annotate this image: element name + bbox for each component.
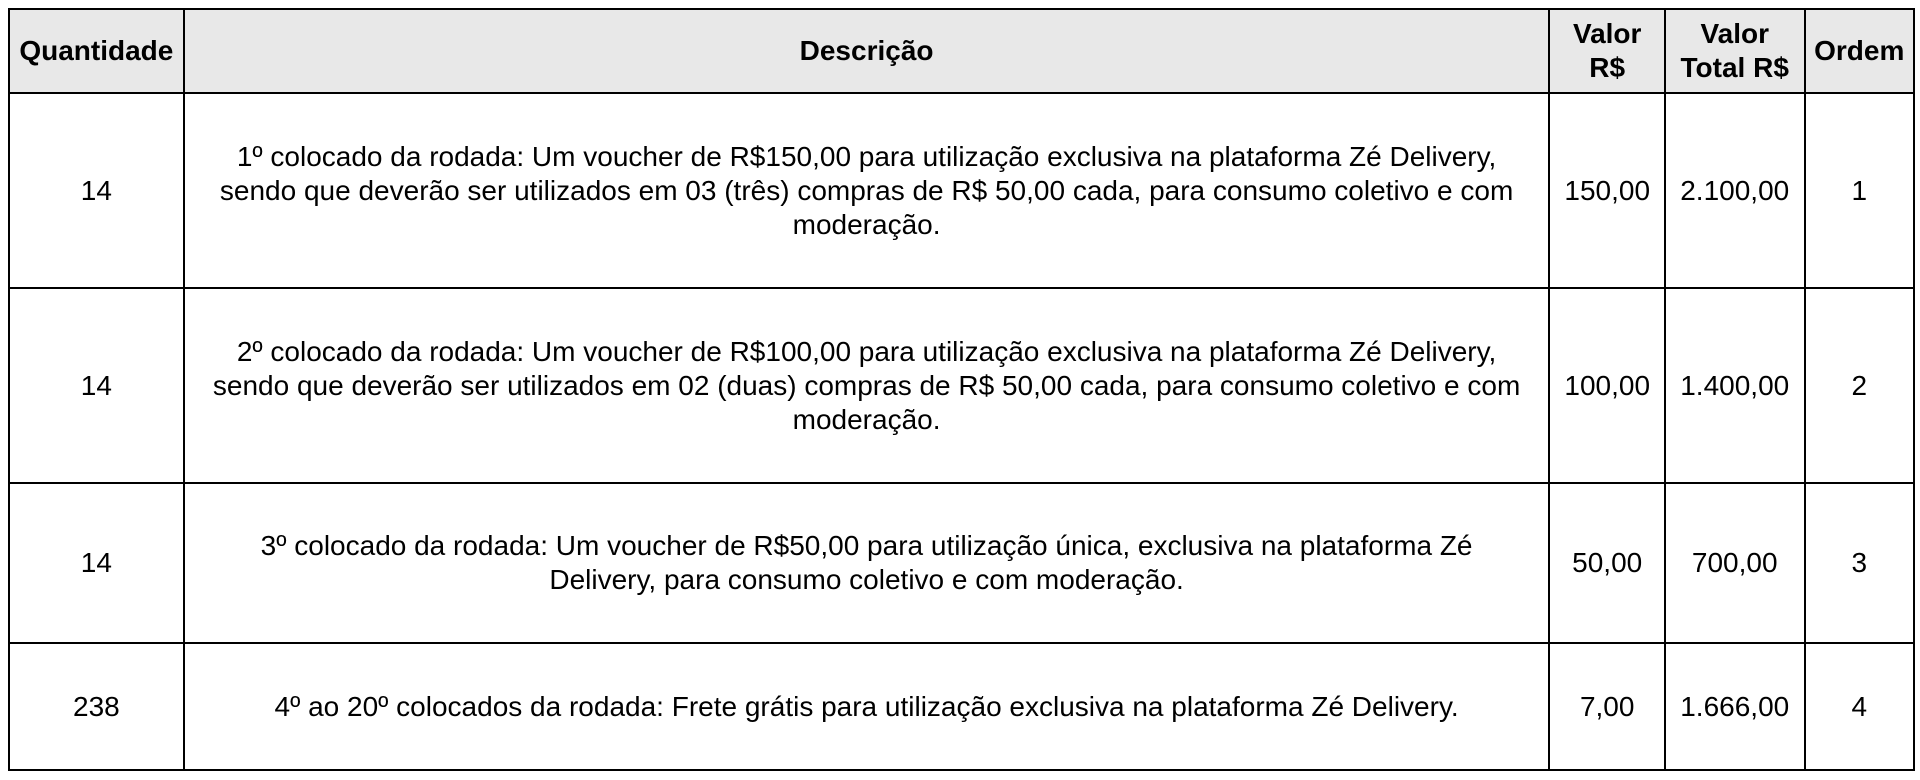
header-valor-total-line2: Total R$ — [1680, 52, 1789, 83]
table-row — [9, 643, 1914, 770]
table-header-row — [9, 9, 1914, 93]
cell-ordem: 1 — [1805, 93, 1914, 288]
cell-quantidade: 14 — [9, 93, 184, 288]
cell-valor-total: 1.400,00 — [1665, 288, 1805, 483]
cell-quantidade: 14 — [9, 288, 184, 483]
prize-table — [8, 8, 1915, 771]
header-valor-total — [1665, 9, 1805, 93]
cell-valor: 100,00 — [1549, 288, 1664, 483]
cell-descricao: 1º colocado da rodada: Um voucher de R$150,00 para utilização exclusiva na plataforma Zé Delivery, sendo que deverão ser utilizados em 03 (três) compras de R$ 50,00 cada, para consumo coletivo e com moderação. — [184, 93, 1550, 288]
cell-quantidade: 14 — [9, 483, 184, 643]
header-valor — [1549, 9, 1664, 93]
cell-valor: 50,00 — [1549, 483, 1664, 643]
header-valor-line1: Valor — [1572, 18, 1642, 49]
header-valor-line2: R$ — [1589, 52, 1626, 83]
cell-valor: 150,00 — [1549, 93, 1664, 288]
cell-descricao: 2º colocado da rodada: Um voucher de R$100,00 para utilização exclusiva na plataforma Zé Delivery, sendo que deverão ser utilizados em 02 (duas) compras de R$ 50,00 cada, para consumo coletivo e com moderação. — [184, 288, 1550, 483]
cell-descricao: 4º ao 20º colocados da rodada: Frete grátis para utilização exclusiva na plataforma Zé Delivery. — [184, 643, 1550, 770]
header-descricao-label: Descrição — [799, 35, 934, 66]
header-ordem — [1805, 9, 1914, 93]
cell-descricao: 3º colocado da rodada: Um voucher de R$50,00 para utilização única, exclusiva na plataforma Zé Delivery, para consumo coletivo e com moderação. — [184, 483, 1550, 643]
header-ordem-label: Ordem — [1814, 35, 1905, 66]
table-row — [9, 288, 1914, 483]
header-descricao — [184, 9, 1550, 93]
header-quantidade-label: Quantidade — [19, 35, 174, 66]
header-valor-total-line1: Valor — [1700, 18, 1769, 49]
table-row — [9, 483, 1914, 643]
header-quantidade — [9, 9, 184, 93]
cell-valor-total: 1.666,00 — [1665, 643, 1805, 770]
cell-valor-total: 2.100,00 — [1665, 93, 1805, 288]
cell-ordem: 2 — [1805, 288, 1914, 483]
cell-quantidade: 238 — [9, 643, 184, 770]
cell-valor: 7,00 — [1549, 643, 1664, 770]
cell-ordem: 3 — [1805, 483, 1914, 643]
cell-ordem: 4 — [1805, 643, 1914, 770]
cell-valor-total: 700,00 — [1665, 483, 1805, 643]
table-row — [9, 93, 1914, 288]
